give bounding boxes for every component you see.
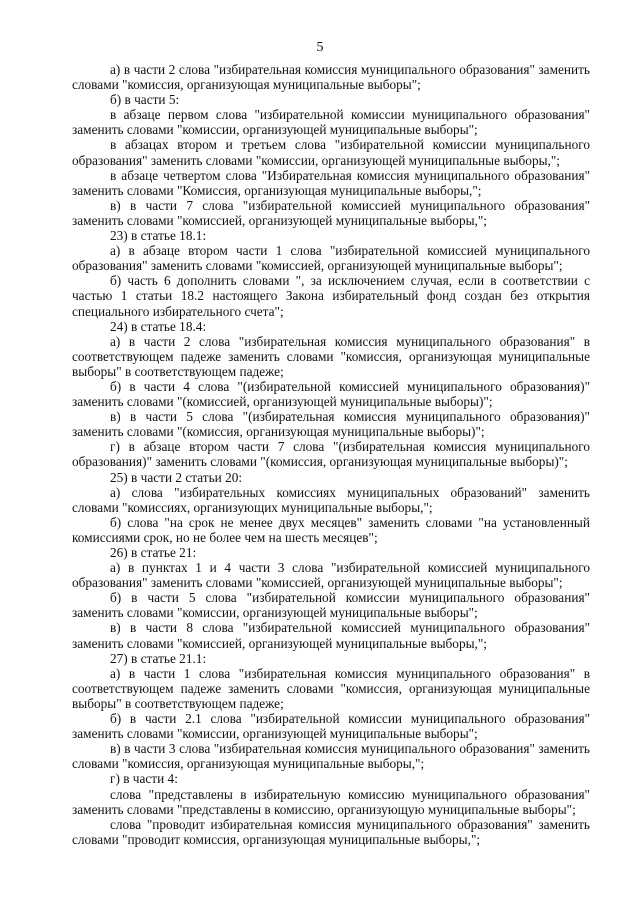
paragraph: б) часть 6 дополнить словами ", за исключением случая, если в соответствии с частью 1 статьи 18.2 настоящего Закона избирательный фонд создан без открытия специального избирательного счета"; bbox=[72, 273, 590, 319]
paragraph: в) в части 3 слова "избирательная комиссия муниципального образования" заменить словами "комиссия, организующая муниципальные выборы,"; bbox=[72, 741, 590, 772]
paragraph: в абзаце четвертом слова "Избирательная комиссия муниципального образования" заменить словами "Комиссия, организующая муниципальные выборы,"; bbox=[72, 167, 590, 198]
paragraph: 23) в статье 18.1: bbox=[110, 228, 207, 244]
paragraph: б) слова "на срок не менее двух месяцев" заменить словами "на установленный комиссиями срок, но не более чем на шесть месяцев"; bbox=[72, 514, 590, 545]
paragraph: в) в части 7 слова "избирательной комиссией муниципального образования" заменить словами "комиссией, организующей муниципальные выборы,"; bbox=[72, 197, 590, 228]
paragraph: а) слова "избирательных комиссиях муниципальных образований" заменить словами "комиссиях, организующих муниципальные выборы,"; bbox=[72, 484, 590, 515]
paragraph: а) в части 2 слова "избирательная комиссия муниципального образования" в соответствующем падеже заменить словами "комиссия, организующая муниципальные выборы" в соответствующем падеже; bbox=[72, 333, 590, 379]
paragraph: в абзаце первом слова "избирательной комиссии муниципального образования" заменить словами "комиссии, организующей муниципальные выборы"; bbox=[72, 107, 590, 138]
paragraph: б) в части 5 слова "избирательной комиссии муниципального образования" заменить словами "комиссии, организующей муниципальные выборы"; bbox=[72, 590, 590, 621]
paragraph: 24) в статье 18.4: bbox=[110, 318, 207, 334]
paragraph: г) в части 4: bbox=[110, 771, 178, 787]
paragraph: в) в части 8 слова "избирательной комиссией муниципального образования" заменить словами "комиссией, организующей муниципальные выборы,"; bbox=[72, 620, 590, 651]
paragraph: слова "представлены в избирательную комиссию муниципального образования" заменить словами "представлены в комиссию, организующую муниципальные выборы"; bbox=[72, 786, 590, 817]
document-body bbox=[72, 62, 590, 847]
paragraph: слова "проводит избирательная комиссия муниципального образования" заменить словами "проводит комиссия, организующая муниципальные выборы,"; bbox=[72, 816, 590, 847]
paragraph: 25) в части 2 статьи 20: bbox=[110, 469, 243, 485]
paragraph: б) в части 2.1 слова "избирательной комиссии муниципального образования" заменить словами "комиссии, организующей муниципальные выборы"; bbox=[72, 711, 590, 742]
paragraph: а) в пунктах 1 и 4 части 3 слова "избирательной комиссией муниципального образования" заменить словами "комиссией, организующей муниципальные выборы"; bbox=[72, 560, 590, 591]
paragraph: г) в абзаце втором части 7 слова "(избирательная комиссия муниципального образования)" заменить словами "(комиссия, организующая муниципальные выборы)"; bbox=[72, 439, 590, 470]
paragraph: в) в части 5 слова "(избирательная комиссия муниципального образования)" заменить словами "(комиссия, организующая муниципальные выборы)"; bbox=[72, 409, 590, 440]
paragraph: 26) в статье 21: bbox=[110, 545, 197, 560]
paragraph: б) в части 5: bbox=[110, 92, 180, 108]
paragraph: а) в части 2 слова "избирательная комиссия муниципального образования" заменить словами "комиссия, организующая муниципальные выборы"; bbox=[72, 62, 590, 93]
paragraph: а) в абзаце втором части 1 слова "избирательной комиссией муниципального образования" заменить словами "комиссией, организующей муниципальные выборы"; bbox=[72, 243, 590, 274]
page-number: 5 bbox=[316, 40, 324, 55]
paragraph: 27) в статье 21.1: bbox=[110, 650, 207, 666]
paragraph: б) в части 4 слова "(избирательной комиссией муниципального образования)" заменить словами "(комиссией, организующей муниципальные выборы)"; bbox=[72, 378, 590, 410]
paragraph: в абзацах втором и третьем слова "избирательной комиссии муниципального образования" заменить словами "комиссии, организующей муниципальные выборы,"; bbox=[72, 137, 590, 168]
paragraph: а) в части 1 слова "избирательная комиссия муниципального образования" в соответствующем падеже заменить словами "комиссия, организующая муниципальные выборы" в соответствующем падеже; bbox=[72, 665, 590, 711]
